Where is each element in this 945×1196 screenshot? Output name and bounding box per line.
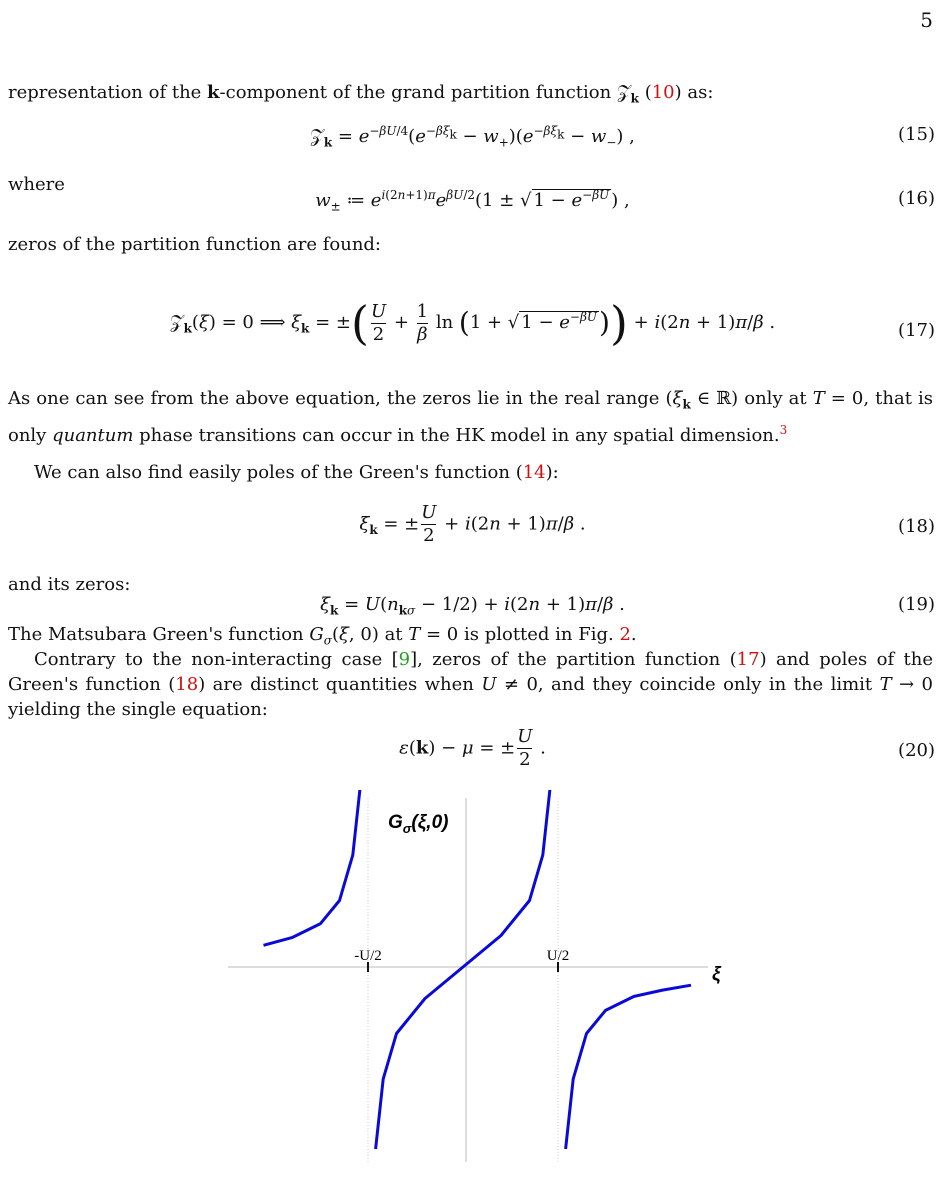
- p2-end: ):: [545, 462, 559, 483]
- p3-text-4: ) are distinct quantities when: [198, 674, 482, 695]
- curve-group: [264, 790, 692, 1149]
- eq-number-17: (17): [898, 320, 935, 341]
- paragraph-contrary: Contrary to the non-interacting case [9], zeros of the partition function (17) and poles of the Green's function (18) are distinct quantities when U ≠ 0, and they coincide only in the limit T → 0 yielding the single equation:: [8, 649, 933, 720]
- intro-text: representation of the: [8, 82, 208, 103]
- matsubara-sentence: The Matsubara Green's function $G_\sigma(\xi$, 0) at T = 0 is plotted in Fig. 2.: [8, 624, 637, 648]
- p1-text-4: phase transitions can occur in the HK model in any spatial dimension.: [133, 424, 780, 446]
- y-axis-label: $G_\sigma(\xi,0)$: [388, 812, 449, 836]
- tick-label-right: U/2: [546, 948, 570, 964]
- fig-ref-2[interactable]: 2: [619, 624, 631, 645]
- eq-ref-18[interactable]: 18: [175, 674, 199, 695]
- page-number: 5: [920, 8, 933, 32]
- eq-number-19: (19): [898, 594, 935, 615]
- p3-text-2: ], zeros of the partition function (: [410, 649, 737, 670]
- eq-ref-17[interactable]: 17: [736, 649, 760, 670]
- curve-branch-2: [376, 790, 551, 1149]
- eq-number-15: (15): [898, 124, 935, 145]
- intro-text-3: ) as:: [674, 82, 714, 103]
- where-text: where: [8, 174, 65, 195]
- p3-text-3: ) and poles of the Green's function (: [8, 649, 933, 695]
- citation-9[interactable]: 9: [398, 649, 411, 670]
- tick-label-left: -U/2: [354, 948, 382, 964]
- green-function-plot: [228, 790, 728, 1170]
- equation-18: $\xi_k$ = ± $\frac{U}{2}$ + i(2n + 1)π/β . (18): [359, 502, 935, 546]
- p1-text-3: = 0, that is only: [8, 388, 933, 446]
- p3-text-6: → 0 yielding the single equation:: [8, 674, 933, 720]
- intro-paragraph: representation of the k-component of the grand partition function 𝒵$_k$ (10) as:: [8, 82, 714, 106]
- p2-text: We can also find easily poles of the Green's function (: [34, 462, 523, 483]
- equation-20: ε(k) − μ = ± $\frac{U}{2}$ . (20): [399, 726, 935, 770]
- equation-15: 𝒵$_k$ = $e^{-\beta U/4}(e^{-\beta\xi_k} - w_+)(e^{-\beta\xi_k} - w_-)$ , (15): [310, 124, 935, 150]
- p3-text-5: ≠ 0, and they coincide only in the limit: [496, 674, 880, 695]
- eq-number-18: (18): [898, 516, 935, 537]
- eq-number-16: (16): [898, 188, 935, 209]
- p1-text-2: ) only at: [731, 388, 813, 409]
- p1-text-1: As one can see from the above equation, the zeros lie in the real range (: [8, 388, 673, 409]
- footnote-marker[interactable]: 3: [779, 422, 788, 437]
- equation-16: $w_\pm$ ≔ $e^{i(2n+1)\pi}e^{\beta U/2}(1$ ± √ $1 - e^{-\beta U}$ ) , (16): [315, 188, 935, 214]
- eq-ref-10[interactable]: 10: [651, 82, 675, 103]
- p3-text-1: Contrary to the non-interacting case [: [34, 649, 399, 670]
- eq-number-20: (20): [898, 740, 935, 761]
- paragraph-poles: [8, 460, 933, 485]
- m-text-2: at: [378, 624, 409, 645]
- curve-branch-1: [264, 790, 361, 945]
- curve-branch-3: [566, 985, 691, 1149]
- m-text-1: The Matsubara Green's function: [8, 624, 310, 645]
- zeros-intro: zeros of the partition function are found:: [8, 234, 381, 255]
- m-end: .: [630, 624, 637, 645]
- eq-ref-14[interactable]: 14: [522, 462, 546, 483]
- equation-19: $\xi_k = U(n_{k\sigma} - 1/2) + i(2n + 1)\pi/\beta$ . (19): [320, 594, 935, 618]
- intro-text-2: -component of the grand partition function: [219, 82, 617, 103]
- zeros-text: and its zeros:: [8, 574, 131, 595]
- m-text-3: = 0 is plotted in Fig.: [420, 624, 620, 645]
- equation-17: 𝒵$_k$(ξ) = 0 ⟹ $\xi_k$ = ±( $\frac{U}{2}$ + $\frac{1}{\beta}$ ln (1 + √ $1 - e^{-\beta U})) + i(2n + 1)\pi/\beta$ . (17): [169, 296, 935, 350]
- paragraph-zeros-real: As one can see from the above equation, the zeros lie in the real range ($\xi_k$ ∈ ℝ) only at T = 0, that is only quantum phase transitions can occur in the HK model in any spatial dimension.$^3$: [8, 388, 933, 446]
- bold-k: k: [207, 82, 220, 103]
- x-axis-label: ξ: [712, 964, 721, 985]
- p1-italic-quantum: quantum: [52, 424, 134, 446]
